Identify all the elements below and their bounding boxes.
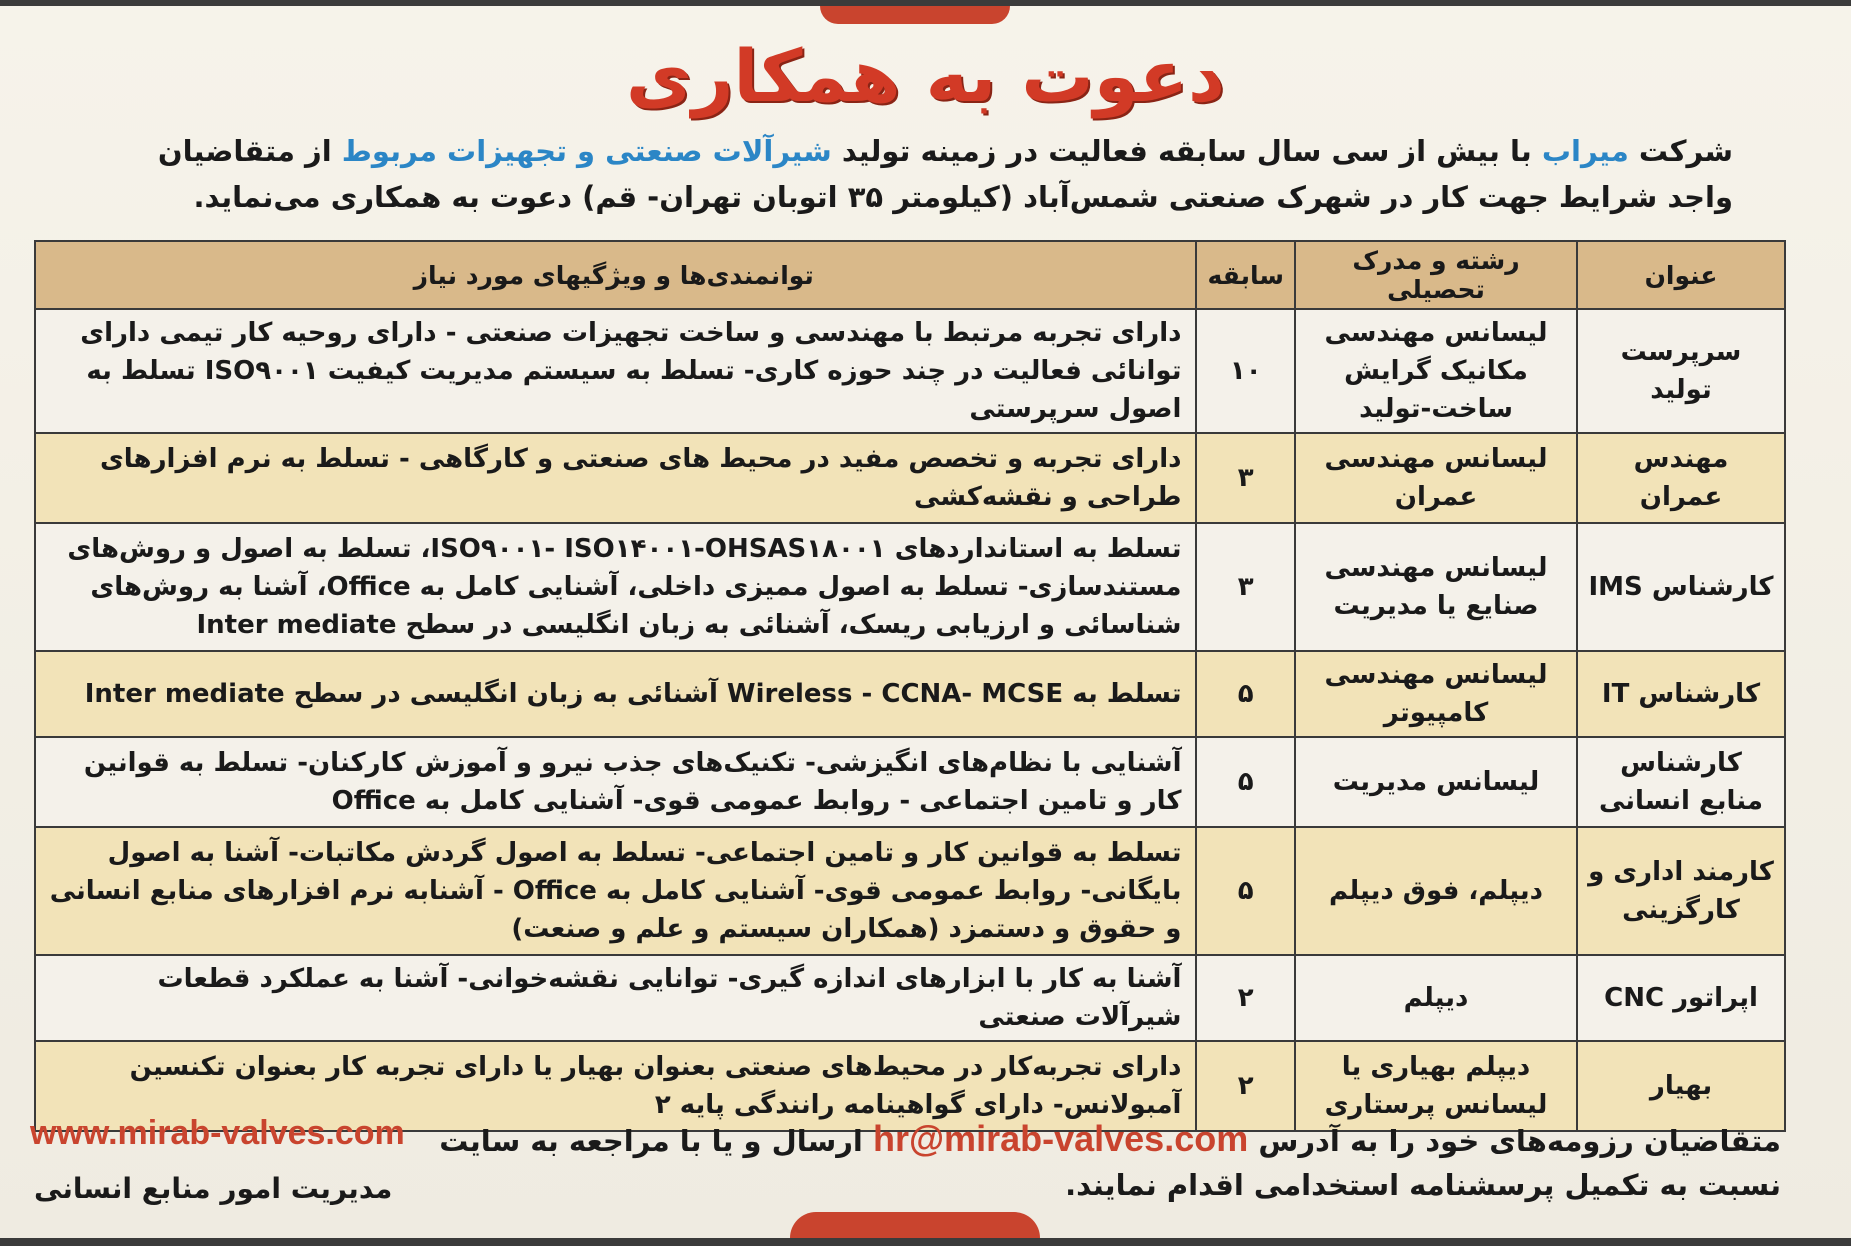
header-experience: سابقه (1196, 241, 1295, 309)
job-skills: آشنایی با نظام‌های انگیزشی- تکنیک‌های جذب نیرو و آموزش کارکنان- تسلط به قوانین کار و تامین اجتماعی - روابط عمومی قوی- آشنایی کامل به Office (35, 737, 1196, 827)
footer-line-1 (439, 1118, 1781, 1160)
job-title: کارمند اداری و کارگزینی (1577, 827, 1785, 955)
intro-part2: با بیش از سی سال سابقه فعالیت در زمینه تولید (831, 134, 1542, 168)
job-title: اپراتور CNC (1577, 955, 1785, 1041)
job-degree: دیپلم، فوق دیپلم (1295, 827, 1577, 955)
table-row (35, 955, 1785, 1041)
job-degree: لیسانس مدیریت (1295, 737, 1577, 827)
table-row (35, 309, 1785, 433)
intro-part3: از متقاضیان واجد شرایط جهت کار در شهرک صنعتی شمس‌آباد (کیلومتر ۳۵ اتوبان تهران- قم) دعوت به همکاری می‌نماید. (157, 134, 1733, 214)
job-experience: ۵ (1196, 827, 1295, 955)
job-title: سرپرست تولید (1577, 309, 1785, 433)
intro-paragraph (113, 128, 1733, 220)
job-skills: تسلط به Wireless - CCNA- MCSE آشنائی به زبان انگلیسی در سطح Inter mediate (35, 651, 1196, 737)
job-degree: لیسانس مهندسی کامپیوتر (1295, 651, 1577, 737)
footer-line-2: نسبت به تکمیل پرسشنامه استخدامی اقدام نمایند. (1065, 1168, 1781, 1202)
company-name: میراب (1541, 134, 1629, 168)
job-experience: ۵ (1196, 737, 1295, 827)
page-title: دعوت به همکاری (626, 34, 1225, 118)
job-title: کارشناس منابع انسانی (1577, 737, 1785, 827)
product-field: شیرآلات صنعتی و تجهیزات مربوط (341, 134, 832, 168)
email-link[interactable]: hr@mirab-valves.com (872, 1118, 1249, 1159)
job-experience: ۳ (1196, 433, 1295, 523)
job-degree: دیپلم (1295, 955, 1577, 1041)
top-decorative-tab (820, 6, 1010, 24)
job-experience: ۵ (1196, 651, 1295, 737)
job-table (34, 240, 1786, 1132)
job-title: مهندس عمران (1577, 433, 1785, 523)
job-skills: تسلط به قوانین کار و تامین اجتماعی- تسلط به اصول گردش مکاتبات- آشنا به اصول بایگانی- روابط عمومی قوی- آشنایی کامل به Office - آشنابه نرم افزارهای منابع انسانی و حقوق و دستمزد (همکاران سیستم و علم و صنعت) (35, 827, 1196, 955)
job-experience: ۲ (1196, 955, 1295, 1041)
header-skills: توانمندی‌ها و ویژگیهای مورد نیاز (35, 241, 1196, 309)
table-row (35, 433, 1785, 523)
job-degree: دیپلم بهیاری یا لیسانس پرستاری (1295, 1041, 1577, 1131)
job-skills: دارای تجربه مرتبط با مهندسی و ساخت تجهیزات صنعتی - دارای روحیه کار تیمی دارای توانائی فعالیت در چند حوزه کاری- تسلط به سیستم مدیریت کیفیت ISO۹۰۰۱ تسلط به اصول سرپرستی (35, 309, 1196, 433)
job-title: کارشناس IT (1577, 651, 1785, 737)
bottom-decorative-tab (790, 1212, 1040, 1238)
job-skills: آشنا به کار با ابزارهای اندازه گیری- توانایی نقشه‌خوانی- آشنا به عملکرد قطعات شیرآلات صنعتی (35, 955, 1196, 1041)
footer-text-a: متقاضیان رزومه‌های خود را به آدرس (1248, 1124, 1781, 1158)
job-experience: ۱۰ (1196, 309, 1295, 433)
job-title: کارشناس IMS (1577, 523, 1785, 651)
footer-text-b: ارسال و یا با مراجعه به سایت (439, 1124, 873, 1158)
job-degree: لیسانس مهندسی صنایع یا مدیریت (1295, 523, 1577, 651)
job-degree: لیسانس مهندسی مکانیک گرایش ساخت-تولید (1295, 309, 1577, 433)
header-degree: رشته و مدرک تحصیلی (1295, 241, 1577, 309)
job-title: بهیار (1577, 1041, 1785, 1131)
website-link[interactable]: www.mirab-valves.com (30, 1114, 405, 1152)
table-row (35, 651, 1785, 737)
job-skills: دارای تجربه‌کار در محیط‌های صنعتی بعنوان بهیار یا دارای تجربه کار بعنوان تکنسین آمبولانس- دارای گواهینامه رانندگی پایه ۲ (35, 1041, 1196, 1131)
signature: مدیریت امور منابع انسانی (34, 1172, 393, 1205)
header-title: عنوان (1577, 241, 1785, 309)
job-skills: دارای تجربه و تخصص مفید در محیط های صنعتی و کارگاهی - تسلط به نرم افزارهای طراحی و نقشه‌کشی (35, 433, 1196, 523)
table-row (35, 523, 1785, 651)
job-degree: لیسانس مهندسی عمران (1295, 433, 1577, 523)
table-row (35, 827, 1785, 955)
job-experience: ۲ (1196, 1041, 1295, 1131)
job-skills: تسلط به استانداردهای ISO۹۰۰۱- ISO۱۴۰۰۱-OHSAS۱۸۰۰۱، تسلط به اصول و روش‌های مستندسازی- تسلط به اصول ممیزی داخلی، آشنایی کامل به Office، آشنا به روش‌های شناسائی و ارزیابی ریسک، آشنائی به زبان انگلیسی در سطح Inter mediate (35, 523, 1196, 651)
intro-part1: شرکت (1628, 134, 1733, 168)
job-experience: ۳ (1196, 523, 1295, 651)
table-header-row (35, 241, 1785, 309)
table-row (35, 737, 1785, 827)
